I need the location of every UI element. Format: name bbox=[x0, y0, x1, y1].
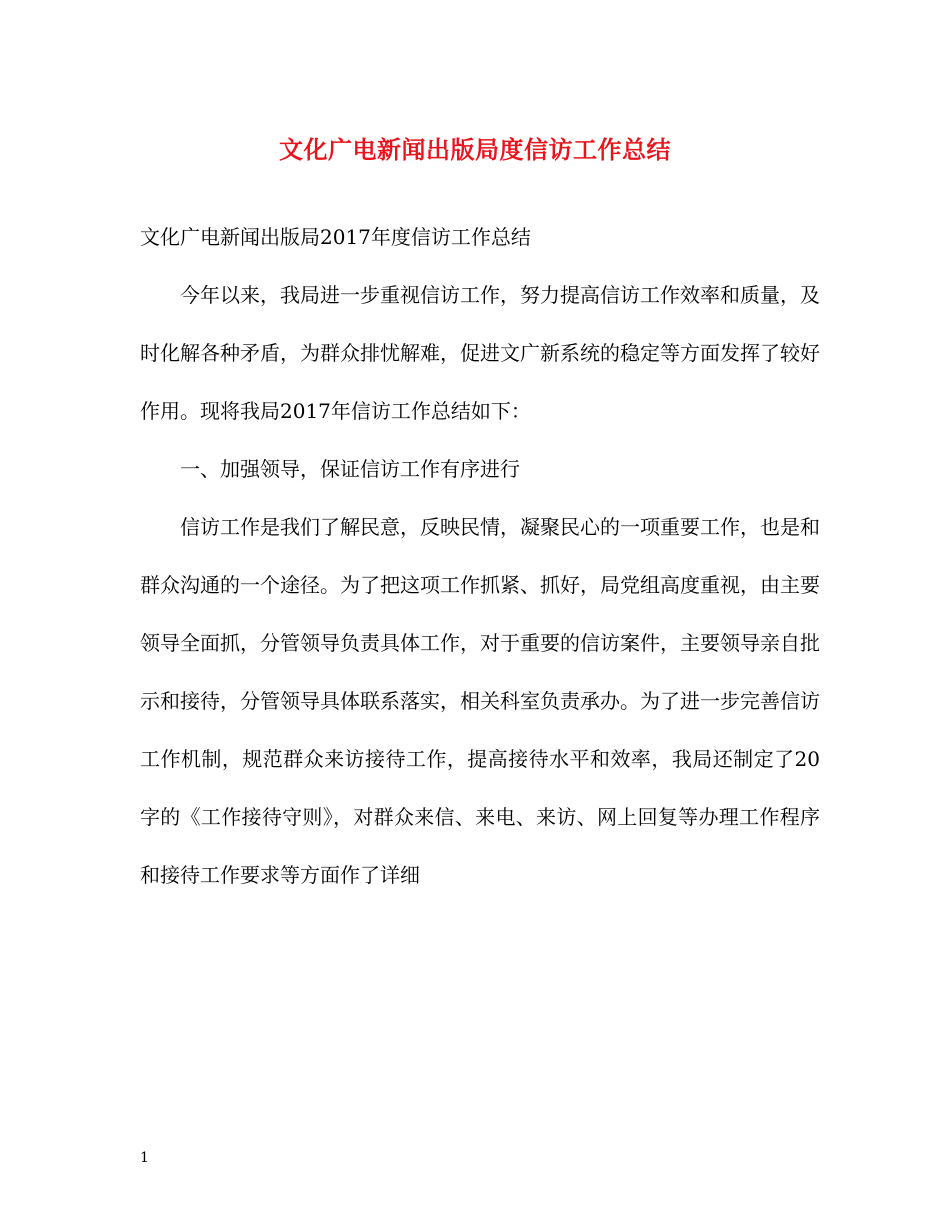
document-subtitle: 文化广电新闻出版局2017年度信访工作总结 bbox=[140, 225, 531, 249]
paragraph-intro: 今年以来，我局进一步重视信访工作，努力提高信访工作效率和质量，及时化解各种矛盾，为群众排忧解难，促进文广新系统的稳定等方面发挥了较好作用。现将我局2017年信访工作总结如下： bbox=[140, 283, 820, 423]
document-body bbox=[140, 208, 820, 904]
section-heading-1: 一、加强领导，保证信访工作有序进行 bbox=[180, 457, 520, 481]
document-title: 文化广电新闻出版局度信访工作总结 bbox=[279, 135, 671, 164]
page-number: 1 bbox=[140, 1150, 149, 1166]
paragraph-section-1: 信访工作是我们了解民意，反映民情，凝聚民心的一项重要工作，也是和群众沟通的一个途径。为了把这项工作抓紧、抓好，局党组高度重视，由主要领导全面抓，分管领导负责具体工作，对于重要的信访案件，主要领导亲自批示和接待，分管领导具体联系落实，相关科室负责承办。为了进一步完善信访工作机制，规范群众来访接待工作，提高接待水平和效率，我局还制定了20字的《工作接待守则》，对群众来信、来电、来访、网上回复等办理工作程序和接待工作要求等方面作了详细 bbox=[140, 515, 820, 887]
